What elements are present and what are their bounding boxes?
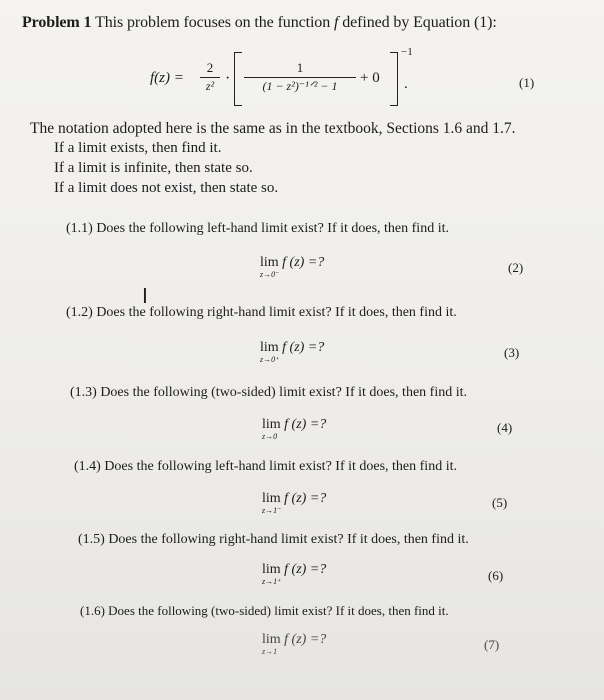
- limit-expression-4: [262, 417, 327, 441]
- question-1-6: (1.6) Does the following (two-sided) limit exist? If it does, then find it.: [80, 603, 449, 618]
- inner-denominator: (1 − z²)⁻¹ᐟ² − 1: [262, 79, 338, 93]
- lim-operator: lim: [262, 562, 281, 577]
- equation-number-6: (6): [488, 568, 504, 583]
- lim-operator: lim: [260, 340, 279, 355]
- coefficient-numerator: 2: [206, 60, 214, 75]
- limit-subscript: z→1: [262, 647, 278, 656]
- equation-number-7: (7): [484, 637, 500, 652]
- coefficient-fraction: [200, 60, 220, 94]
- problem-title: [22, 14, 497, 32]
- lim-operator: lim: [262, 491, 281, 506]
- problem-label: Problem 1: [22, 14, 92, 31]
- limit-subscript: z→1⁻: [262, 506, 282, 515]
- limit-body: f (z) =?: [284, 562, 327, 577]
- rule-infinite: If a limit is infinite, then state so.: [54, 160, 253, 176]
- question-1-3: (1.3) Does the following (two-sided) limit exist? If it does, then find it.: [70, 385, 467, 400]
- equation-number-3: (3): [504, 345, 520, 360]
- rule-not-exist: If a limit does not exist, then state so.: [54, 180, 279, 196]
- lim-operator: lim: [262, 632, 281, 647]
- limit-subscript: z→1⁺: [262, 577, 282, 586]
- question-1-2: (1.2) Does the following right-hand limit exist? If it does, then find it.: [66, 305, 457, 320]
- limit-expression-7: [262, 632, 327, 656]
- limit-subscript: z→0⁺: [260, 355, 280, 364]
- rule-exists: If a limit exists, then find it.: [54, 140, 222, 156]
- limit-expression-2: [260, 255, 325, 279]
- equation-lhs: f(z) =: [150, 70, 184, 86]
- question-1-4: (1.4) Does the following left-hand limit exist? If it does, then find it.: [74, 459, 457, 474]
- equation-number-4: (4): [497, 420, 513, 435]
- limit-subscript: z→0⁻: [260, 270, 280, 279]
- inner-fraction: [244, 60, 356, 94]
- question-1-5: (1.5) Does the following right-hand limit exist? If it does, then find it.: [78, 532, 469, 547]
- left-bracket: [234, 52, 242, 106]
- equation-number-1: (1): [519, 75, 535, 90]
- limit-expression-6: [262, 562, 327, 586]
- equation-number-5: (5): [492, 495, 508, 510]
- limit-expression-3: [260, 340, 325, 364]
- title-text: This problem focuses on the function: [91, 14, 334, 31]
- equation-number-2: (2): [508, 260, 524, 275]
- limit-body: f (z) =?: [282, 340, 325, 355]
- fraction-bar: [200, 77, 220, 78]
- limit-expression-5: [262, 491, 327, 515]
- limit-body: f (z) =?: [282, 255, 325, 270]
- multiply-dot: ·: [225, 70, 231, 87]
- equation-1: [150, 48, 450, 108]
- title-tail: defined by Equation (1):: [338, 14, 497, 31]
- exponent: −1: [401, 46, 413, 58]
- lim-operator: lim: [260, 255, 279, 270]
- title-function-symbol: f: [334, 14, 339, 31]
- coefficient-denominator: z²: [205, 79, 215, 93]
- fraction-bar: [244, 77, 356, 78]
- limit-body: f (z) =?: [284, 632, 327, 647]
- plus-zero: + 0: [360, 70, 380, 86]
- notation-paragraph: The notation adopted here is the same as in the textbook, Sections 1.6 and 1.7.: [30, 120, 516, 137]
- limit-body: f (z) =?: [284, 417, 327, 432]
- lim-operator: lim: [262, 417, 281, 432]
- inner-numerator: 1: [296, 60, 304, 75]
- right-bracket: [390, 52, 398, 106]
- limit-body: f (z) =?: [284, 491, 327, 506]
- text-cursor-icon: I: [142, 284, 148, 308]
- question-1-1: (1.1) Does the following left-hand limit exist? If it does, then find it.: [66, 221, 449, 236]
- equation-period: .: [404, 76, 408, 92]
- limit-subscript: z→0: [262, 432, 278, 441]
